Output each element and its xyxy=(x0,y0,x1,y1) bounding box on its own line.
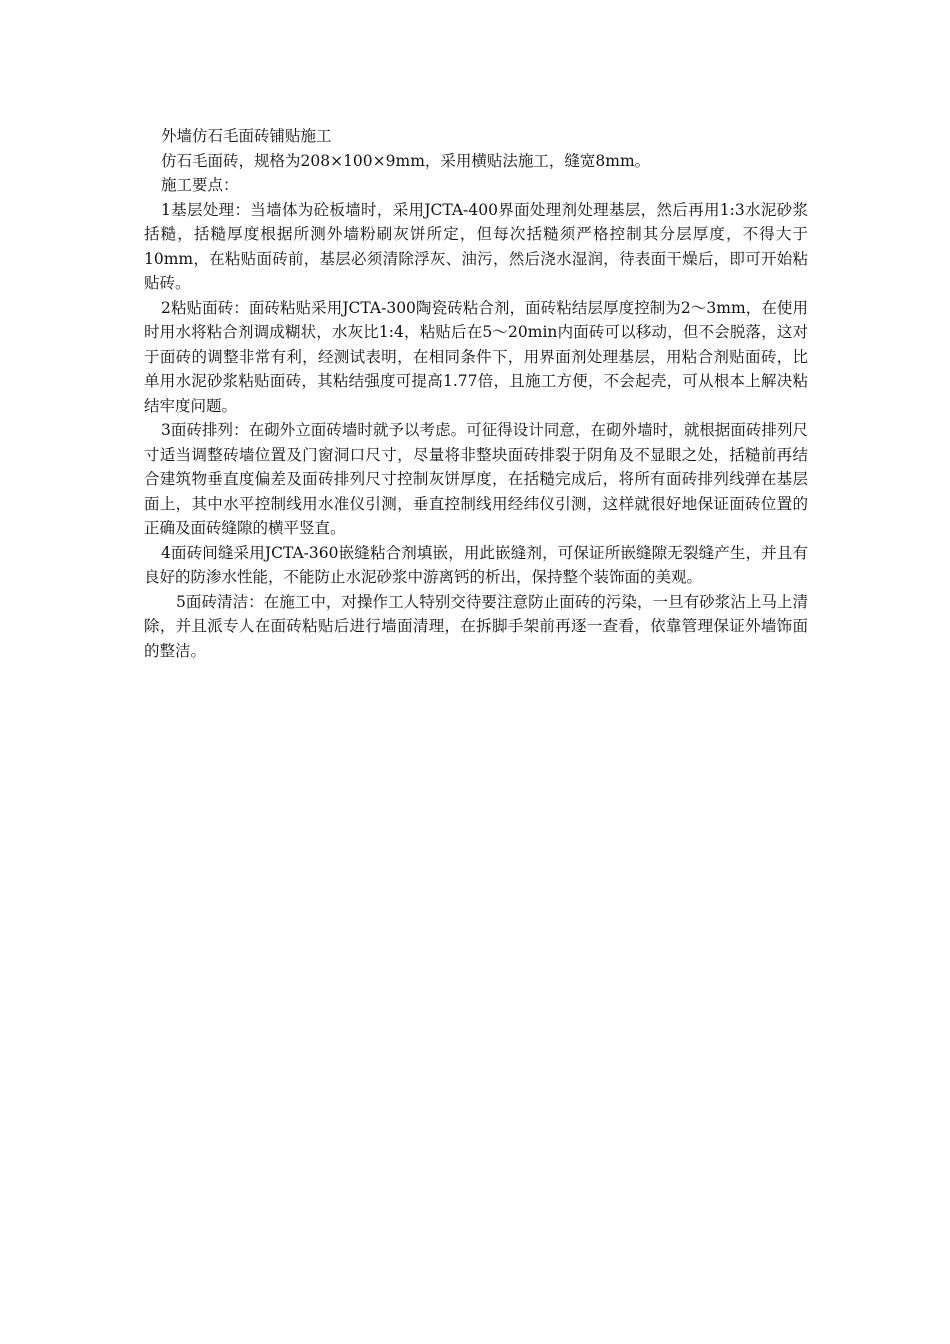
point-4-paragraph: 4面砖间缝采用JCTA-360嵌缝粘合剂填嵌，用此嵌缝剂，可保证所嵌缝隙无裂缝产生，并且有良好的防渗水性能，不能防止水泥砂浆中游离钙的析出，保持整个装饰面的美观。 xyxy=(144,543,808,586)
point-5-paragraph: 5面砖清洁：在施工中，对操作工人特别交待要注意防止面砖的污染，一旦有砂浆沾上马上清除，并且派专人在面砖粘贴后进行墙面清理，在拆脚手架前再逐一查看，依靠管理保证外墙饰面的整洁。 xyxy=(144,592,808,660)
document-body xyxy=(144,124,808,663)
document-title: 外墙仿石毛面砖铺贴施工 xyxy=(161,127,332,145)
point-1-paragraph: 1基层处理：当墙体为砼板墙时，采用JCTA-400界面处理剂处理基层，然后再用1:3水泥砂浆括糙，括糙厚度根据所测外墙粉刷灰饼所定，但每次括糙须严格控制其分层厚度，不得大于10mm，在粘贴面砖前，基层必须清除浮灰、油污，然后浇水湿润，待表面干燥后，即可开始粘贴砖。 xyxy=(144,200,808,292)
points-heading: 施工要点： xyxy=(161,176,239,194)
point-2-paragraph: 2粘贴面砖：面砖粘贴采用JCTA-300陶瓷砖粘合剂，面砖粘结层厚度控制为2～3mm，在使用时用水将粘合剂调成糊状，水灰比1:4，粘贴后在5～20min内面砖可以移动，但不会脱落，这对于面砖的调整非常有利，经测试表明，在相同条件下，用界面剂处理基层，用粘合剂贴面砖，比单用水泥砂浆粘贴面砖，其粘结强度可提高1.77倍，且施工方便，不会起壳，可从根本上解决粘结牢度问题。 xyxy=(144,298,808,415)
spec-paragraph: 仿石毛面砖，规格为208×100×9mm，采用横贴法施工，缝宽8mm。 xyxy=(161,151,651,170)
point-3-paragraph: 3面砖排列：在砌外立面砖墙时就予以考虑。可征得设计同意，在砌外墙时，就根据面砖排列尺寸适当调整砖墙位置及门窗洞口尺寸，尽量将非整块面砖排裂于阴角及不显眼之处，括糙前再结合建筑物垂直度偏差及面砖排列尺寸控制灰饼厚度，在括糙完成后，将所有面砖排列线弹在基层面上，其中水平控制线用水准仪引测，垂直控制线用经纬仪引测，这样就很好地保证面砖位置的正确及面砖缝隙的横平竖直。 xyxy=(144,421,808,537)
